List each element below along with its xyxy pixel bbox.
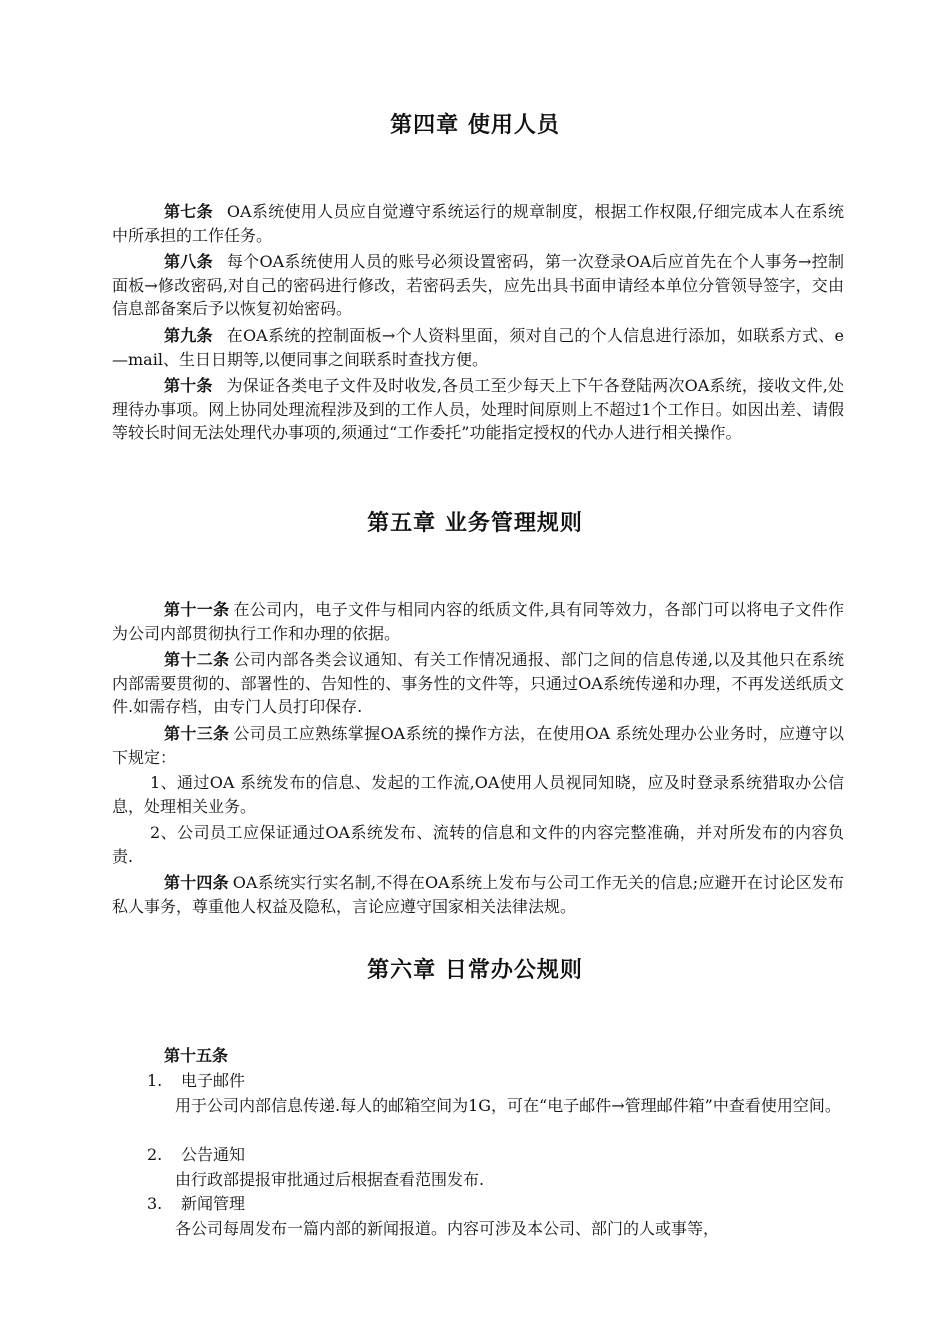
article-13-label: 第十三条 — [164, 724, 230, 743]
article-11 — [112, 598, 844, 645]
article-11-text: 在公司内，电子文件与相同内容的纸质文件,具有同等效力，各部门可以将电子文件作为公司内部贯彻执行工作和办理的依据。 — [112, 600, 844, 643]
article-9-label: 第九条 — [164, 326, 213, 345]
list-item-email-heading — [147, 1069, 245, 1093]
list-item-notice-heading — [147, 1143, 245, 1167]
article-12-text: 公司内部各类会议通知、有关工作情况通报、部门之间的信息传递,以及其他只在系统内部需要贯彻的、部署性的、告知性的、事务性的文件等，只通过OA系统传递和办理，不再发送纸质文件.如需存档，由专门人员打印保存. — [112, 650, 844, 716]
article-8-label: 第八条 — [164, 252, 213, 271]
list-item-number: 3. — [147, 1194, 163, 1213]
article-15 — [112, 1044, 844, 1068]
list-item-number: 1. — [147, 1071, 163, 1090]
article-11-label: 第十一条 — [164, 600, 230, 619]
article-8 — [112, 250, 844, 321]
article-9-text: 在OA系统的控制面板→个人资料里面，须对自己的个人信息进行添加，如联系方式、e—mail、生日日期等,以便同事之间联系时查找方便。 — [112, 326, 844, 369]
list-item-email-text: 用于公司内部信息传递.每人的邮箱空间为1G，可在“电子邮件→管理邮件箱”中查看使用空间。 — [175, 1096, 841, 1115]
article-13-text: 公司员工应熟练掌握OA系统的操作方法，在使用OA 系统处理办公业务时，应遵守以下规定： — [112, 724, 844, 767]
article-7-text: OA系统使用人员应自觉遵守系统运行的规章制度，根据工作权限,仔细完成本人在系统中所承担的工作任务。 — [112, 202, 844, 245]
article-7-label: 第七条 — [164, 202, 213, 221]
article-14-label: 第十四条 — [164, 873, 229, 892]
article-10 — [112, 374, 844, 445]
article-10-label: 第十条 — [164, 376, 213, 395]
article-12 — [112, 648, 844, 719]
list-item-news-heading — [147, 1192, 245, 1216]
article-10-text: 为保证各类电子文件及时收发,各员工至少每天上下午各登陆两次OA系统，接收文件,处理待办事项。网上协同处理流程涉及到的工作人员，处理时间原则上不超过1个工作日。如因出差、请假等较长时间无法处理代办事项的,须通过“工作委托”功能指定授权的代办人进行相关操作。 — [112, 376, 844, 442]
article-13-rule-2: 2、公司员工应保证通过OA系统发布、流转的信息和文件的内容完整准确，并对所发布的内容负责. — [112, 823, 844, 866]
article-7 — [112, 200, 844, 247]
article-15-label: 第十五条 — [164, 1046, 229, 1065]
article-14-text: OA系统实行实名制,不得在OA系统上发布与公司工作无关的信息;应避开在讨论区发布私人事务，尊重他人权益及隐私，言论应遵守国家相关法律法规。 — [112, 873, 844, 916]
list-item-notice-text: 由行政部提报审批通过后根据查看范围发布. — [175, 1170, 485, 1189]
list-item-title: 电子邮件 — [181, 1071, 246, 1090]
chapter-6-title: 第六章 日常办公规则 — [367, 957, 583, 983]
list-item-title: 公告通知 — [181, 1145, 246, 1164]
article-13 — [112, 722, 844, 769]
chapter-5-title: 第五章 业务管理规则 — [367, 510, 583, 536]
article-12-label: 第十二条 — [164, 650, 230, 669]
list-item-number: 2. — [147, 1145, 163, 1164]
article-13-rule-1: 1、通过OA 系统发布的信息、发起的工作流,OA使用人员视同知晓，应及时登录系统猎取办公信息，处理相关业务。 — [112, 773, 844, 816]
article-14 — [112, 871, 844, 918]
article-8-text: 每个OA系统使用人员的账号必须设置密码，第一次登录OA后应首先在个人事务→控制面板→修改密码,对自己的密码进行修改，若密码丢失，应先出具书面申请经本单位分管领导签字，交由信息部备案后予以恢复初始密码。 — [112, 252, 844, 318]
list-item-title: 新闻管理 — [181, 1194, 246, 1213]
list-item-news-text: 各公司每周发布一篇内部的新闻报道。内容可涉及本公司、部门的人或事等， — [175, 1219, 720, 1238]
chapter-4-title: 第四章 使用人员 — [390, 112, 560, 138]
article-9 — [112, 324, 844, 371]
